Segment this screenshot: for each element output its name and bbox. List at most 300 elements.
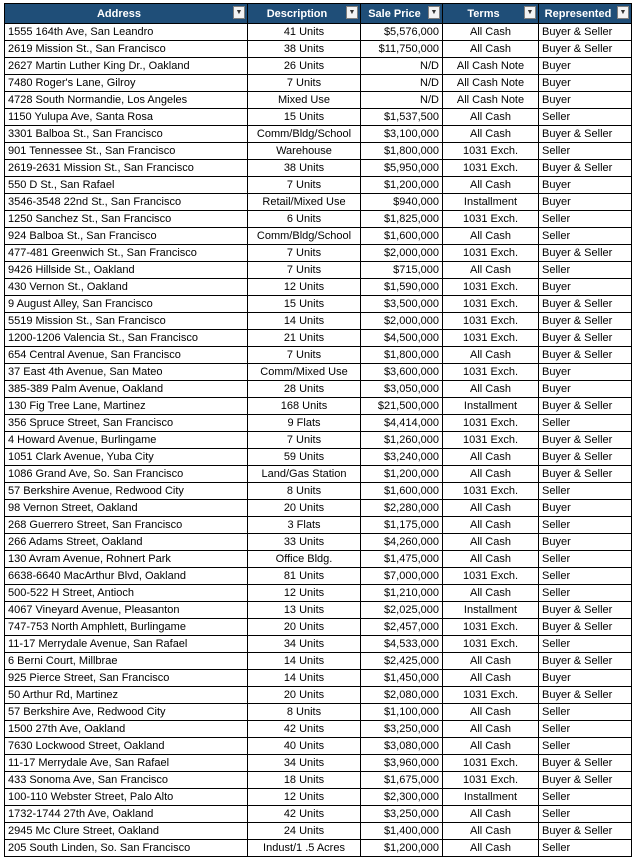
price-cell[interactable]: $7,000,000 bbox=[361, 568, 443, 585]
address-cell[interactable]: 1500 27th Ave, Oakland bbox=[5, 721, 248, 738]
represented-cell[interactable]: Buyer & Seller bbox=[539, 398, 632, 415]
address-cell[interactable]: 901 Tennessee St., San Francisco bbox=[5, 143, 248, 160]
represented-cell[interactable]: Seller bbox=[539, 551, 632, 568]
table-row bbox=[5, 483, 632, 500]
description-cell[interactable]: 15 Units bbox=[248, 109, 361, 126]
description-cell[interactable]: 168 Units bbox=[248, 398, 361, 415]
address-cell[interactable]: 1150 Yulupa Ave, Santa Rosa bbox=[5, 109, 248, 126]
represented-cell[interactable]: Seller bbox=[539, 143, 632, 160]
description-cell[interactable]: 20 Units bbox=[248, 500, 361, 517]
description-cell[interactable]: 7 Units bbox=[248, 245, 361, 262]
description-cell[interactable]: 12 Units bbox=[248, 279, 361, 296]
terms-cell[interactable]: 1031 Exch. bbox=[443, 619, 539, 636]
header-address-label: Address bbox=[96, 7, 142, 20]
price-cell[interactable]: $2,000,000 bbox=[361, 245, 443, 262]
terms-cell[interactable]: Installment bbox=[443, 602, 539, 619]
terms-cell[interactable]: All Cash bbox=[443, 653, 539, 670]
description-cell[interactable]: Retail/Mixed Use bbox=[248, 194, 361, 211]
represented-cell[interactable]: Buyer bbox=[539, 670, 632, 687]
table-row bbox=[5, 687, 632, 704]
represented-cell[interactable]: Seller bbox=[539, 806, 632, 823]
description-cell[interactable]: 40 Units bbox=[248, 738, 361, 755]
address-cell[interactable]: 98 Vernon Street, Oakland bbox=[5, 500, 248, 517]
dropdown-arrow-icon[interactable]: ▼ bbox=[346, 6, 358, 19]
represented-cell[interactable]: Buyer bbox=[539, 58, 632, 75]
table-row bbox=[5, 704, 632, 721]
header-terms-label: Terms bbox=[467, 7, 500, 20]
terms-cell[interactable]: 1031 Exch. bbox=[443, 279, 539, 296]
terms-cell[interactable]: 1031 Exch. bbox=[443, 483, 539, 500]
terms-cell[interactable]: Installment bbox=[443, 789, 539, 806]
terms-cell[interactable]: All Cash bbox=[443, 466, 539, 483]
table-row bbox=[5, 670, 632, 687]
address-cell[interactable]: 57 Berkshire Ave, Redwood City bbox=[5, 704, 248, 721]
table-row bbox=[5, 126, 632, 143]
address-cell[interactable]: 1250 Sanchez St., San Francisco bbox=[5, 211, 248, 228]
represented-cell[interactable]: Buyer bbox=[539, 279, 632, 296]
description-cell[interactable]: 7 Units bbox=[248, 347, 361, 364]
price-cell[interactable]: $1,600,000 bbox=[361, 228, 443, 245]
terms-cell[interactable]: 1031 Exch. bbox=[443, 330, 539, 347]
price-cell[interactable]: $940,000 bbox=[361, 194, 443, 211]
price-cell[interactable]: N/D bbox=[361, 58, 443, 75]
description-cell[interactable]: Indust/1 .5 Acres bbox=[248, 840, 361, 857]
terms-cell[interactable]: 1031 Exch. bbox=[443, 160, 539, 177]
description-cell[interactable]: Comm/Mixed Use bbox=[248, 364, 361, 381]
table-row bbox=[5, 840, 632, 857]
terms-cell[interactable]: All Cash bbox=[443, 823, 539, 840]
represented-cell[interactable]: Buyer & Seller bbox=[539, 449, 632, 466]
table-row bbox=[5, 24, 632, 41]
represented-cell[interactable]: Buyer & Seller bbox=[539, 687, 632, 704]
address-cell[interactable]: 9426 Hillside St., Oakland bbox=[5, 262, 248, 279]
address-cell[interactable]: 6 Berni Court, Millbrae bbox=[5, 653, 248, 670]
table-row bbox=[5, 211, 632, 228]
dropdown-arrow-icon[interactable]: ▼ bbox=[524, 6, 536, 19]
description-cell[interactable]: Office Bldg. bbox=[248, 551, 361, 568]
terms-cell[interactable]: All Cash bbox=[443, 500, 539, 517]
address-cell[interactable]: 747-753 North Amphlett, Burlingame bbox=[5, 619, 248, 636]
terms-cell[interactable]: All Cash bbox=[443, 738, 539, 755]
description-cell[interactable]: 7 Units bbox=[248, 262, 361, 279]
represented-cell[interactable]: Buyer & Seller bbox=[539, 653, 632, 670]
terms-cell[interactable]: 1031 Exch. bbox=[443, 415, 539, 432]
price-cell[interactable]: $5,576,000 bbox=[361, 24, 443, 41]
address-cell[interactable]: 3546-3548 22nd St., San Francisco bbox=[5, 194, 248, 211]
price-cell[interactable]: N/D bbox=[361, 92, 443, 109]
price-cell[interactable]: $3,080,000 bbox=[361, 738, 443, 755]
description-cell[interactable]: 7 Units bbox=[248, 75, 361, 92]
represented-cell[interactable]: Buyer & Seller bbox=[539, 466, 632, 483]
represented-cell[interactable]: Seller bbox=[539, 840, 632, 857]
price-cell[interactable]: $2,025,000 bbox=[361, 602, 443, 619]
address-cell[interactable]: 130 Avram Avenue, Rohnert Park bbox=[5, 551, 248, 568]
terms-cell[interactable]: All Cash bbox=[443, 262, 539, 279]
description-cell[interactable]: 14 Units bbox=[248, 670, 361, 687]
terms-cell[interactable]: 1031 Exch. bbox=[443, 636, 539, 653]
price-cell[interactable]: $1,675,000 bbox=[361, 772, 443, 789]
dropdown-arrow-icon[interactable]: ▼ bbox=[428, 6, 440, 19]
price-cell[interactable]: $1,210,000 bbox=[361, 585, 443, 602]
address-cell[interactable]: 100-110 Webster Street, Palo Alto bbox=[5, 789, 248, 806]
terms-cell[interactable]: 1031 Exch. bbox=[443, 568, 539, 585]
price-cell[interactable]: $1,200,000 bbox=[361, 840, 443, 857]
sales-table bbox=[4, 3, 632, 857]
address-cell[interactable]: 4067 Vineyard Avenue, Pleasanton bbox=[5, 602, 248, 619]
table-row bbox=[5, 364, 632, 381]
represented-cell[interactable]: Seller bbox=[539, 704, 632, 721]
represented-cell[interactable]: Buyer bbox=[539, 92, 632, 109]
description-cell[interactable]: 42 Units bbox=[248, 721, 361, 738]
price-cell[interactable]: $1,200,000 bbox=[361, 466, 443, 483]
represented-cell[interactable]: Seller bbox=[539, 568, 632, 585]
price-cell[interactable]: $1,800,000 bbox=[361, 347, 443, 364]
represented-cell[interactable]: Seller bbox=[539, 211, 632, 228]
terms-cell[interactable]: 1031 Exch. bbox=[443, 432, 539, 449]
terms-cell[interactable]: All Cash bbox=[443, 228, 539, 245]
description-cell[interactable]: 24 Units bbox=[248, 823, 361, 840]
represented-cell[interactable]: Seller bbox=[539, 636, 632, 653]
terms-cell[interactable]: All Cash bbox=[443, 126, 539, 143]
terms-cell[interactable]: All Cash bbox=[443, 177, 539, 194]
description-cell[interactable]: 21 Units bbox=[248, 330, 361, 347]
price-cell[interactable]: $4,533,000 bbox=[361, 636, 443, 653]
price-cell[interactable]: $3,250,000 bbox=[361, 806, 443, 823]
address-cell[interactable]: 7630 Lockwood Street, Oakland bbox=[5, 738, 248, 755]
price-cell[interactable]: $21,500,000 bbox=[361, 398, 443, 415]
description-cell[interactable]: 15 Units bbox=[248, 296, 361, 313]
table-row bbox=[5, 41, 632, 58]
represented-cell[interactable]: Buyer & Seller bbox=[539, 296, 632, 313]
description-cell[interactable]: 33 Units bbox=[248, 534, 361, 551]
represented-cell[interactable]: Buyer bbox=[539, 500, 632, 517]
table-row bbox=[5, 568, 632, 585]
description-cell[interactable]: 28 Units bbox=[248, 381, 361, 398]
price-cell[interactable]: $3,240,000 bbox=[361, 449, 443, 466]
price-cell[interactable]: $715,000 bbox=[361, 262, 443, 279]
price-cell[interactable]: N/D bbox=[361, 75, 443, 92]
address-cell[interactable]: 57 Berkshire Avenue, Redwood City bbox=[5, 483, 248, 500]
terms-cell[interactable]: 1031 Exch. bbox=[443, 245, 539, 262]
header-price-label: Sale Price bbox=[368, 7, 421, 20]
terms-cell[interactable]: Installment bbox=[443, 398, 539, 415]
represented-cell[interactable]: Seller bbox=[539, 517, 632, 534]
terms-cell[interactable]: All Cash bbox=[443, 585, 539, 602]
address-cell[interactable]: 4728 South Normandie, Los Angeles bbox=[5, 92, 248, 109]
price-cell[interactable]: $2,000,000 bbox=[361, 313, 443, 330]
price-cell[interactable]: $2,280,000 bbox=[361, 500, 443, 517]
header-represented bbox=[539, 4, 632, 24]
description-cell[interactable]: 41 Units bbox=[248, 24, 361, 41]
address-cell[interactable]: 477-481 Greenwich St., San Francisco bbox=[5, 245, 248, 262]
address-cell[interactable]: 924 Balboa St., San Francisco bbox=[5, 228, 248, 245]
price-cell[interactable]: $2,080,000 bbox=[361, 687, 443, 704]
dropdown-arrow-icon[interactable]: ▼ bbox=[617, 6, 629, 19]
represented-cell[interactable]: Buyer bbox=[539, 364, 632, 381]
price-cell[interactable]: $1,400,000 bbox=[361, 823, 443, 840]
table-row bbox=[5, 500, 632, 517]
description-cell[interactable]: 6 Units bbox=[248, 211, 361, 228]
terms-cell[interactable]: All Cash bbox=[443, 517, 539, 534]
header-represented-label: Represented bbox=[544, 7, 612, 20]
terms-cell[interactable]: All Cash Note bbox=[443, 92, 539, 109]
table-row bbox=[5, 279, 632, 296]
description-cell[interactable]: 18 Units bbox=[248, 772, 361, 789]
represented-cell[interactable]: Seller bbox=[539, 585, 632, 602]
table-row bbox=[5, 381, 632, 398]
address-cell[interactable]: 2945 Mc Clure Street, Oakland bbox=[5, 823, 248, 840]
price-cell[interactable]: $1,200,000 bbox=[361, 177, 443, 194]
description-cell[interactable]: 3 Flats bbox=[248, 517, 361, 534]
price-cell[interactable]: $4,414,000 bbox=[361, 415, 443, 432]
price-cell[interactable]: $4,500,000 bbox=[361, 330, 443, 347]
description-cell[interactable]: 38 Units bbox=[248, 160, 361, 177]
terms-cell[interactable]: All Cash Note bbox=[443, 58, 539, 75]
table-row bbox=[5, 755, 632, 772]
address-cell[interactable]: 385-389 Palm Avenue, Oakland bbox=[5, 381, 248, 398]
terms-cell[interactable]: All Cash bbox=[443, 551, 539, 568]
terms-cell[interactable]: All Cash bbox=[443, 347, 539, 364]
address-cell[interactable]: 2619-2631 Mission St., San Francisco bbox=[5, 160, 248, 177]
table-row bbox=[5, 602, 632, 619]
terms-cell[interactable]: All Cash Note bbox=[443, 75, 539, 92]
table-row bbox=[5, 517, 632, 534]
price-cell[interactable]: $1,600,000 bbox=[361, 483, 443, 500]
represented-cell[interactable]: Buyer & Seller bbox=[539, 619, 632, 636]
represented-cell[interactable]: Buyer bbox=[539, 534, 632, 551]
terms-cell[interactable]: All Cash bbox=[443, 41, 539, 58]
represented-cell[interactable]: Seller bbox=[539, 228, 632, 245]
description-cell[interactable]: 12 Units bbox=[248, 789, 361, 806]
terms-cell[interactable]: All Cash bbox=[443, 24, 539, 41]
description-cell[interactable]: 9 Flats bbox=[248, 415, 361, 432]
represented-cell[interactable]: Buyer & Seller bbox=[539, 160, 632, 177]
address-cell[interactable]: 356 Spruce Street, San Francisco bbox=[5, 415, 248, 432]
table-row bbox=[5, 789, 632, 806]
description-cell[interactable]: 14 Units bbox=[248, 313, 361, 330]
address-cell[interactable]: 1732-1744 27th Ave, Oakland bbox=[5, 806, 248, 823]
address-cell[interactable]: 2627 Martin Luther King Dr., Oakland bbox=[5, 58, 248, 75]
terms-cell[interactable]: 1031 Exch. bbox=[443, 687, 539, 704]
description-cell[interactable]: 14 Units bbox=[248, 653, 361, 670]
represented-cell[interactable]: Seller bbox=[539, 483, 632, 500]
table-row bbox=[5, 653, 632, 670]
price-cell[interactable]: $1,590,000 bbox=[361, 279, 443, 296]
description-cell[interactable]: 7 Units bbox=[248, 432, 361, 449]
terms-cell[interactable]: 1031 Exch. bbox=[443, 143, 539, 160]
table-row bbox=[5, 262, 632, 279]
table-body bbox=[5, 24, 632, 857]
price-cell[interactable]: $1,100,000 bbox=[361, 704, 443, 721]
price-cell[interactable]: $1,475,000 bbox=[361, 551, 443, 568]
table-row bbox=[5, 772, 632, 789]
description-cell[interactable]: Mixed Use bbox=[248, 92, 361, 109]
address-cell[interactable]: 11-17 Merrydale Ave, San Rafael bbox=[5, 755, 248, 772]
represented-cell[interactable]: Seller bbox=[539, 262, 632, 279]
address-cell[interactable]: 266 Adams Street, Oakland bbox=[5, 534, 248, 551]
price-cell[interactable]: $2,300,000 bbox=[361, 789, 443, 806]
terms-cell[interactable]: 1031 Exch. bbox=[443, 313, 539, 330]
table-row bbox=[5, 823, 632, 840]
description-cell[interactable]: 34 Units bbox=[248, 755, 361, 772]
address-cell[interactable]: 430 Vernon St., Oakland bbox=[5, 279, 248, 296]
represented-cell[interactable]: Buyer & Seller bbox=[539, 245, 632, 262]
address-cell[interactable]: 550 D St., San Rafael bbox=[5, 177, 248, 194]
table-row bbox=[5, 432, 632, 449]
address-cell[interactable]: 500-522 H Street, Antioch bbox=[5, 585, 248, 602]
table-row bbox=[5, 398, 632, 415]
terms-cell[interactable]: 1031 Exch. bbox=[443, 211, 539, 228]
represented-cell[interactable]: Seller bbox=[539, 415, 632, 432]
table-row bbox=[5, 143, 632, 160]
description-cell[interactable]: 20 Units bbox=[248, 687, 361, 704]
terms-cell[interactable]: 1031 Exch. bbox=[443, 364, 539, 381]
terms-cell[interactable]: All Cash bbox=[443, 670, 539, 687]
table-row bbox=[5, 58, 632, 75]
description-cell[interactable]: 26 Units bbox=[248, 58, 361, 75]
address-cell[interactable]: 130 Fig Tree Lane, Martinez bbox=[5, 398, 248, 415]
terms-cell[interactable]: Installment bbox=[443, 194, 539, 211]
description-cell[interactable]: 13 Units bbox=[248, 602, 361, 619]
description-cell[interactable]: Comm/Bldg/School bbox=[248, 228, 361, 245]
address-cell[interactable]: 50 Arthur Rd, Martinez bbox=[5, 687, 248, 704]
terms-cell[interactable]: All Cash bbox=[443, 721, 539, 738]
description-cell[interactable]: 8 Units bbox=[248, 704, 361, 721]
address-cell[interactable]: 1555 164th Ave, San Leandro bbox=[5, 24, 248, 41]
header-row bbox=[5, 4, 632, 24]
terms-cell[interactable]: 1031 Exch. bbox=[443, 772, 539, 789]
address-cell[interactable]: 11-17 Merrydale Avenue, San Rafael bbox=[5, 636, 248, 653]
represented-cell[interactable]: Buyer & Seller bbox=[539, 41, 632, 58]
header-terms bbox=[443, 4, 539, 24]
address-cell[interactable]: 5519 Mission St., San Francisco bbox=[5, 313, 248, 330]
price-cell[interactable]: $3,960,000 bbox=[361, 755, 443, 772]
address-cell[interactable]: 1200-1206 Valencia St., San Francisco bbox=[5, 330, 248, 347]
price-cell[interactable]: $1,175,000 bbox=[361, 517, 443, 534]
price-cell[interactable]: $1,825,000 bbox=[361, 211, 443, 228]
address-cell[interactable]: 433 Sonoma Ave, San Francisco bbox=[5, 772, 248, 789]
table-row bbox=[5, 109, 632, 126]
table-row bbox=[5, 330, 632, 347]
price-cell[interactable]: $1,800,000 bbox=[361, 143, 443, 160]
table-row bbox=[5, 415, 632, 432]
terms-cell[interactable]: All Cash bbox=[443, 704, 539, 721]
description-cell[interactable]: 34 Units bbox=[248, 636, 361, 653]
description-cell[interactable]: 12 Units bbox=[248, 585, 361, 602]
dropdown-arrow-icon[interactable]: ▼ bbox=[233, 6, 245, 19]
description-cell[interactable]: 38 Units bbox=[248, 41, 361, 58]
represented-cell[interactable]: Buyer & Seller bbox=[539, 126, 632, 143]
address-cell[interactable]: 4 Howard Avenue, Burlingame bbox=[5, 432, 248, 449]
description-cell[interactable]: 7 Units bbox=[248, 177, 361, 194]
price-cell[interactable]: $1,537,500 bbox=[361, 109, 443, 126]
price-cell[interactable]: $3,250,000 bbox=[361, 721, 443, 738]
address-cell[interactable]: 268 Guerrero Street, San Francisco bbox=[5, 517, 248, 534]
represented-cell[interactable]: Buyer & Seller bbox=[539, 330, 632, 347]
represented-cell[interactable]: Buyer bbox=[539, 194, 632, 211]
terms-cell[interactable]: All Cash bbox=[443, 534, 539, 551]
price-cell[interactable]: $3,500,000 bbox=[361, 296, 443, 313]
represented-cell[interactable]: Buyer & Seller bbox=[539, 24, 632, 41]
table-row bbox=[5, 160, 632, 177]
description-cell[interactable]: Comm/Bldg/School bbox=[248, 126, 361, 143]
table-row bbox=[5, 466, 632, 483]
price-cell[interactable]: $3,050,000 bbox=[361, 381, 443, 398]
address-cell[interactable]: 7480 Roger's Lane, Gilroy bbox=[5, 75, 248, 92]
address-cell[interactable]: 1051 Clark Avenue, Yuba City bbox=[5, 449, 248, 466]
terms-cell[interactable]: 1031 Exch. bbox=[443, 755, 539, 772]
price-cell[interactable]: $4,260,000 bbox=[361, 534, 443, 551]
represented-cell[interactable]: Seller bbox=[539, 721, 632, 738]
table-row bbox=[5, 194, 632, 211]
address-cell[interactable]: 9 August Alley, San Francisco bbox=[5, 296, 248, 313]
represented-cell[interactable]: Buyer & Seller bbox=[539, 755, 632, 772]
terms-cell[interactable]: All Cash bbox=[443, 109, 539, 126]
description-cell[interactable]: 42 Units bbox=[248, 806, 361, 823]
description-cell[interactable]: Warehouse bbox=[248, 143, 361, 160]
represented-cell[interactable]: Buyer bbox=[539, 177, 632, 194]
address-cell[interactable]: 1086 Grand Ave, So. San Francisco bbox=[5, 466, 248, 483]
terms-cell[interactable]: All Cash bbox=[443, 806, 539, 823]
table-row bbox=[5, 551, 632, 568]
header-description-label: Description bbox=[266, 7, 328, 20]
address-cell[interactable]: 205 South Linden, So. San Francisco bbox=[5, 840, 248, 857]
description-cell[interactable]: 8 Units bbox=[248, 483, 361, 500]
represented-cell[interactable]: Seller bbox=[539, 789, 632, 806]
terms-cell[interactable]: All Cash bbox=[443, 449, 539, 466]
description-cell[interactable]: Land/Gas Station bbox=[248, 466, 361, 483]
price-cell[interactable]: $3,100,000 bbox=[361, 126, 443, 143]
price-cell[interactable]: $1,260,000 bbox=[361, 432, 443, 449]
price-cell[interactable]: $11,750,000 bbox=[361, 41, 443, 58]
table-row bbox=[5, 636, 632, 653]
table-row bbox=[5, 347, 632, 364]
address-cell[interactable]: 37 East 4th Avenue, San Mateo bbox=[5, 364, 248, 381]
represented-cell[interactable]: Buyer & Seller bbox=[539, 823, 632, 840]
represented-cell[interactable]: Buyer bbox=[539, 75, 632, 92]
address-cell[interactable]: 3301 Balboa St., San Francisco bbox=[5, 126, 248, 143]
table-row bbox=[5, 228, 632, 245]
represented-cell[interactable]: Buyer & Seller bbox=[539, 772, 632, 789]
description-cell[interactable]: 20 Units bbox=[248, 619, 361, 636]
terms-cell[interactable]: All Cash bbox=[443, 840, 539, 857]
represented-cell[interactable]: Buyer & Seller bbox=[539, 313, 632, 330]
address-cell[interactable]: 2619 Mission St., San Francisco bbox=[5, 41, 248, 58]
table-row bbox=[5, 92, 632, 109]
price-cell[interactable]: $1,450,000 bbox=[361, 670, 443, 687]
represented-cell[interactable]: Buyer & Seller bbox=[539, 432, 632, 449]
description-cell[interactable]: 59 Units bbox=[248, 449, 361, 466]
represented-cell[interactable]: Buyer & Seller bbox=[539, 602, 632, 619]
table-row bbox=[5, 806, 632, 823]
address-cell[interactable]: 654 Central Avenue, San Francisco bbox=[5, 347, 248, 364]
price-cell[interactable]: $5,950,000 bbox=[361, 160, 443, 177]
table-row bbox=[5, 619, 632, 636]
header-description bbox=[248, 4, 361, 24]
terms-cell[interactable]: All Cash bbox=[443, 381, 539, 398]
represented-cell[interactable]: Buyer & Seller bbox=[539, 347, 632, 364]
address-cell[interactable]: 925 Pierce Street, San Francisco bbox=[5, 670, 248, 687]
terms-cell[interactable]: 1031 Exch. bbox=[443, 296, 539, 313]
represented-cell[interactable]: Seller bbox=[539, 109, 632, 126]
price-cell[interactable]: $2,425,000 bbox=[361, 653, 443, 670]
represented-cell[interactable]: Seller bbox=[539, 738, 632, 755]
price-cell[interactable]: $3,600,000 bbox=[361, 364, 443, 381]
price-cell[interactable]: $2,457,000 bbox=[361, 619, 443, 636]
represented-cell[interactable]: Buyer bbox=[539, 381, 632, 398]
address-cell[interactable]: 6638-6640 MacArthur Blvd, Oakland bbox=[5, 568, 248, 585]
description-cell[interactable]: 81 Units bbox=[248, 568, 361, 585]
